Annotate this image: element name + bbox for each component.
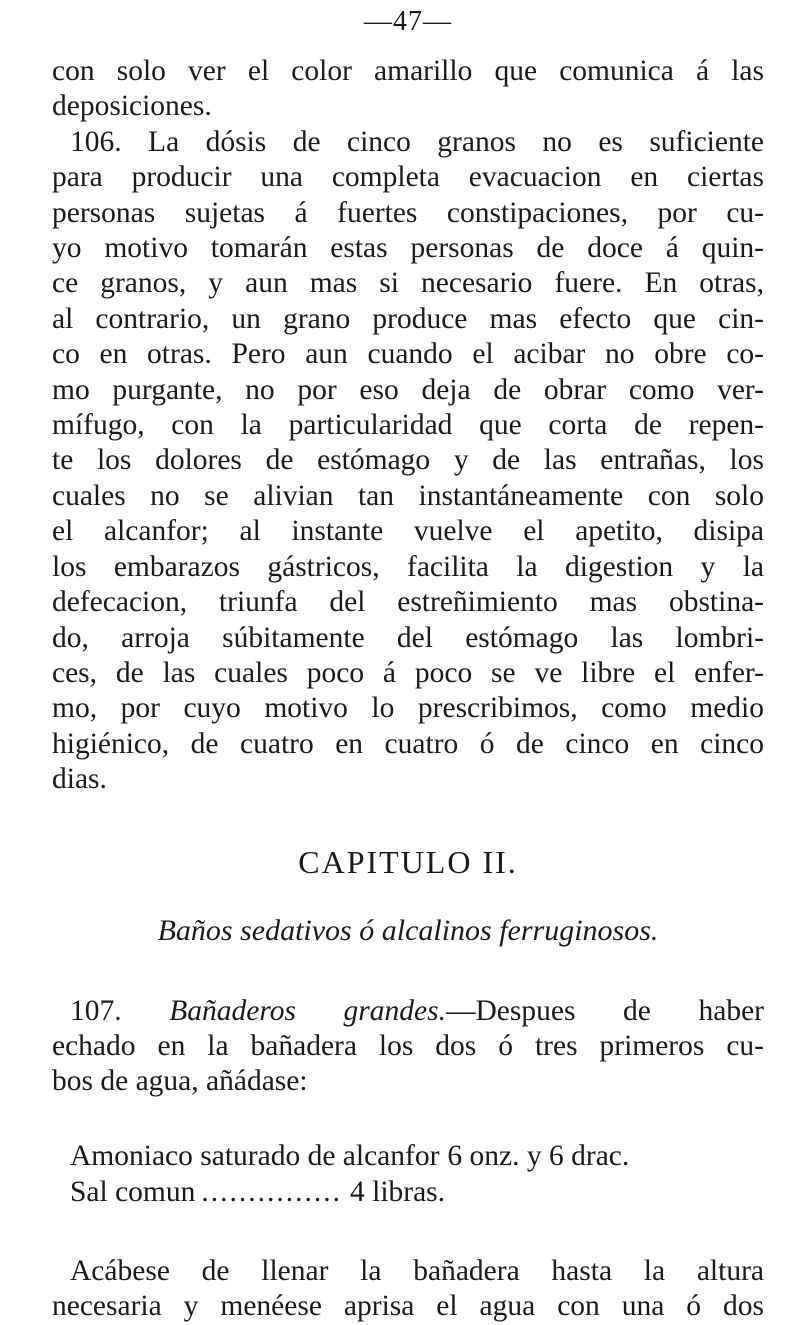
text-line: los embarazos gástricos, facilita la digestion y la	[52, 550, 764, 583]
text-line: mo, por cuyo motivo lo prescribimos, como medio	[52, 692, 764, 725]
ingredient-name: Amoniaco saturado de alcanfor	[70, 1139, 440, 1172]
text-line: personas sujetas á fuertes constipaciones, por cu-	[52, 196, 764, 229]
paragraph-number: 107.	[70, 994, 122, 1027]
text-line: echado en la bañadera los dos ó tres primeros cu-	[52, 1029, 764, 1062]
text-line: bos de agua, añádase:	[52, 1065, 308, 1098]
text-line: higiénico, de cuatro en cuatro ó de cinco en cinco	[52, 727, 764, 760]
leader-dots: ...............	[201, 1175, 342, 1208]
recipe-item	[70, 1138, 764, 1174]
recipe-list	[52, 1138, 764, 1210]
text-line: con solo ver el color amarillo que comunica á las	[52, 55, 764, 87]
paragraph-107	[52, 994, 764, 1100]
paragraph-106	[52, 125, 764, 160]
paragraph-105-continuation	[52, 54, 764, 125]
chapter-subtitle: Baños sedativos ó alcalinos ferruginosos.	[157, 913, 659, 947]
text-line: yo motivo tomarán estas personas de doce á quin-	[52, 232, 764, 265]
closing-first-line	[52, 1254, 764, 1289]
text-line: do, arroja súbitamente del estómago las lombri-	[52, 621, 764, 654]
recipe-item	[70, 1174, 764, 1210]
text-line: te los dolores de estómago y de las entrañas, los	[52, 444, 764, 477]
paragraph-106-body	[52, 160, 764, 797]
text-line	[70, 994, 764, 1029]
closing-body	[52, 1289, 764, 1324]
paragraph-107-body	[52, 1029, 764, 1100]
chapter-title: CAPITULO II.	[298, 843, 518, 880]
text-line: defecacion, triunfa del estreñimiento mas obstina-	[52, 586, 764, 619]
text-line: mo purgante, no por eso deja de obrar como ver-	[52, 373, 764, 406]
page-number: —47—	[364, 6, 452, 37]
text-line: deposiciones.	[52, 90, 212, 123]
text-line: ces, de las cuales poco á poco se ve libre el enfer-	[52, 656, 764, 689]
text-line: mífugo, con la particularidad que corta de repen-	[52, 409, 764, 442]
text-line: al contrario, un grano produce mas efecto que cin-	[52, 302, 764, 335]
text-line: el alcanfor; al instante vuelve el apetito, disipa	[52, 515, 764, 548]
ingredient-name: Sal comun	[70, 1175, 196, 1208]
text-line: co en otras. Pero aun cuando el acibar no obre co-	[52, 338, 764, 371]
text-line: dias.	[52, 763, 107, 796]
text-line: necesaria y menéese aprisa el agua con una ó dos	[52, 1290, 764, 1323]
text-line: Acábese de llenar la bañadera hasta la altura	[70, 1254, 764, 1287]
text-line: 106. La dósis de cinco granos no es suficiente	[70, 125, 764, 158]
text-run: —Despues de haber	[446, 994, 765, 1027]
text-line: para producir una completa evacuacion en ciertas	[52, 161, 764, 194]
paragraph-107-first-line	[52, 994, 764, 1029]
closing-paragraph	[52, 1254, 764, 1325]
ingredient-quantity: 4 libras.	[350, 1175, 446, 1208]
text-line: ce granos, y aun mas si necesario fuere. En otras,	[52, 267, 764, 300]
text-line: cuales no se alivian tan instantáneamente con solo	[52, 479, 764, 512]
ingredient-quantity: 6 onz. y 6 drac.	[447, 1139, 630, 1172]
section-heading: Bañaderos grandes.	[169, 994, 446, 1027]
